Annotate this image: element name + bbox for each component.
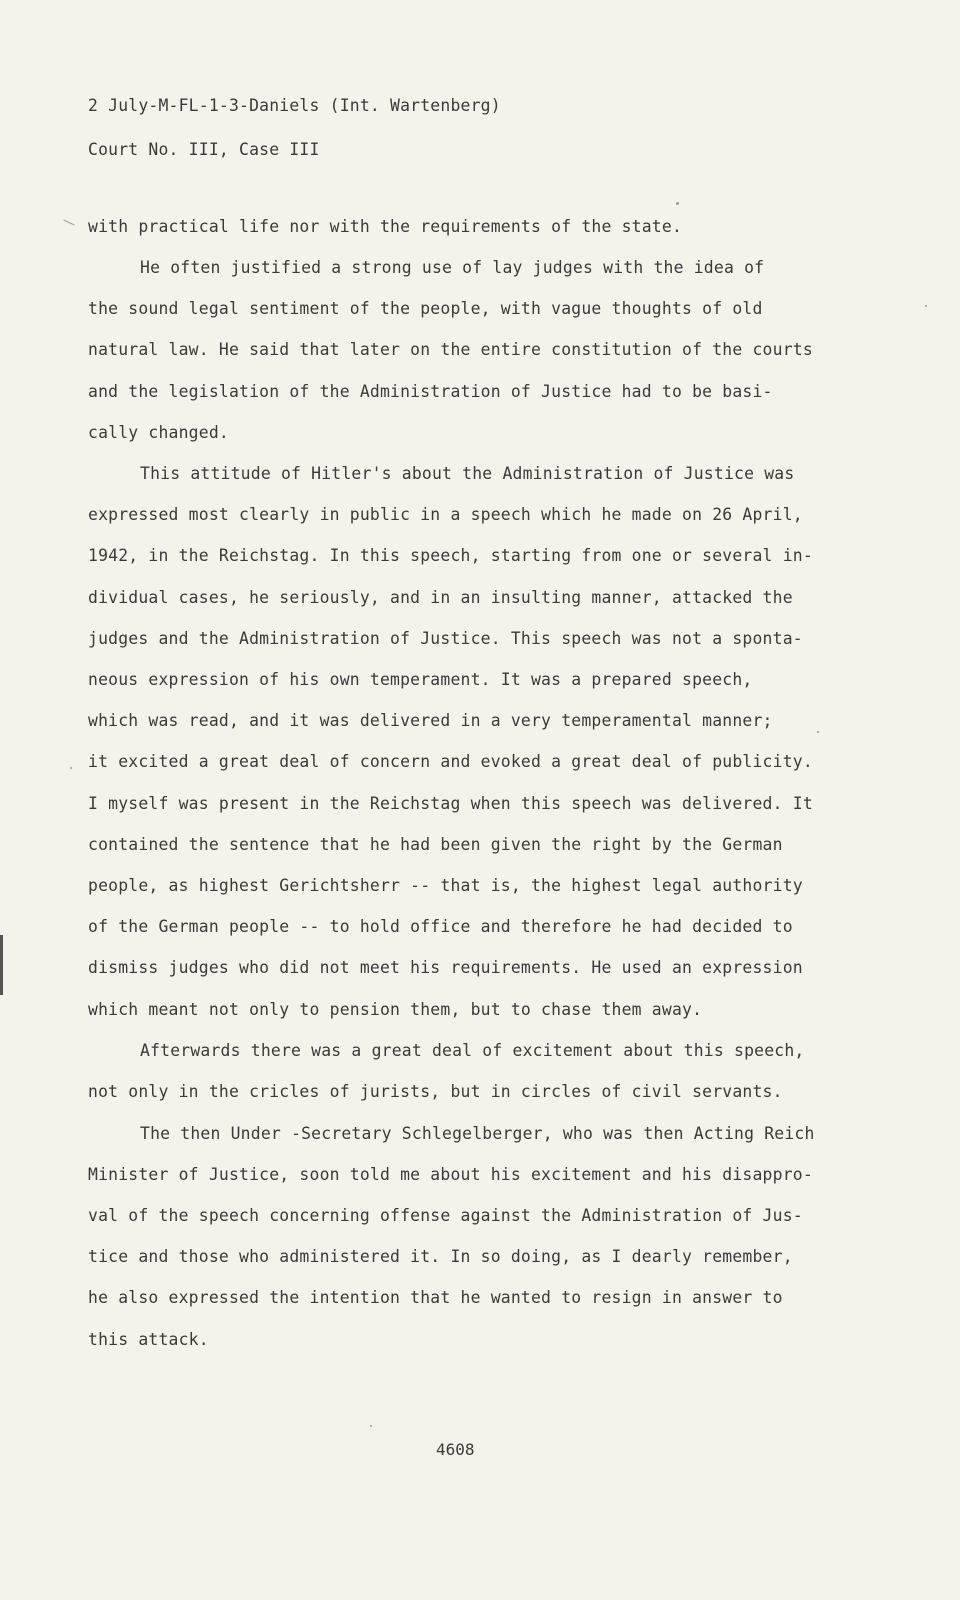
body-line: judges and the Administration of Justice. This speech was not a sponta- (88, 629, 803, 648)
body-line: This attitude of Hitler's about the Administration of Justice was (140, 464, 795, 483)
body-line: val of the speech concerning offense against the Administration of Jus- (88, 1206, 803, 1225)
body-line: cally changed. (88, 423, 229, 442)
body-line: Afterwards there was a great deal of excitement about this speech, (140, 1041, 805, 1060)
body-line: which was read, and it was delivered in a very temperamental manner; (88, 711, 773, 730)
stray-dot (370, 1425, 372, 1427)
header-court: Court No. III, Case III (88, 140, 320, 159)
stray-dot (70, 767, 72, 769)
body-line: dismiss judges who did not meet his requirements. He used an expression (88, 958, 803, 977)
stray-mark (63, 220, 74, 226)
body-line: I myself was present in the Reichstag when this speech was delivered. It (88, 794, 813, 813)
body-line: not only in the cricles of jurists, but in circles of civil servants. (88, 1082, 783, 1101)
body-line: of the German people -- to hold office and therefore he had decided to (88, 917, 793, 936)
header-case-reference: 2 July-M-FL-1-3-Daniels (Int. Wartenberg) (88, 96, 501, 115)
body-line: contained the sentence that he had been given the right by the German (88, 835, 783, 854)
body-line: He often justified a strong use of lay judges with the idea of (140, 258, 765, 277)
body-line: Minister of Justice, soon told me about his excitement and his disappro- (88, 1165, 813, 1184)
body-line: which meant not only to pension them, but to chase them away. (88, 1000, 703, 1019)
body-line: 1942, in the Reichstag. In this speech, starting from one or several in- (88, 546, 813, 565)
body-line: expressed most clearly in public in a speech which he made on 26 April, (88, 505, 803, 524)
body-line: it excited a great deal of concern and evoked a great deal of publicity. (88, 752, 813, 771)
body-line: he also expressed the intention that he wanted to resign in answer to (88, 1288, 783, 1307)
body-line: this attack. (88, 1330, 209, 1349)
body-line: natural law. He said that later on the entire constitution of the courts (88, 340, 813, 359)
body-line: the sound legal sentiment of the people, with vague thoughts of old (88, 299, 763, 318)
page-number: 4608 (436, 1440, 475, 1459)
body-line: The then Under -Secretary Schlegelberger, who was then Acting Reich (140, 1124, 815, 1143)
stray-dot (817, 731, 819, 733)
body-line: tice and those who administered it. In so doing, as I dearly remember, (88, 1247, 793, 1266)
body-line: with practical life nor with the requirements of the state. (88, 217, 683, 236)
body-line: neous expression of his own temperament. It was a prepared speech, (88, 670, 753, 689)
stray-dot (676, 202, 679, 205)
scan-edge-mark (0, 935, 3, 995)
body-line: and the legislation of the Administration of Justice had to be basi- (88, 382, 773, 401)
stray-dot (925, 305, 927, 307)
body-line: dividual cases, he seriously, and in an insulting manner, attacked the (88, 588, 793, 607)
body-line: people, as highest Gerichtsherr -- that is, the highest legal authority (88, 876, 803, 895)
